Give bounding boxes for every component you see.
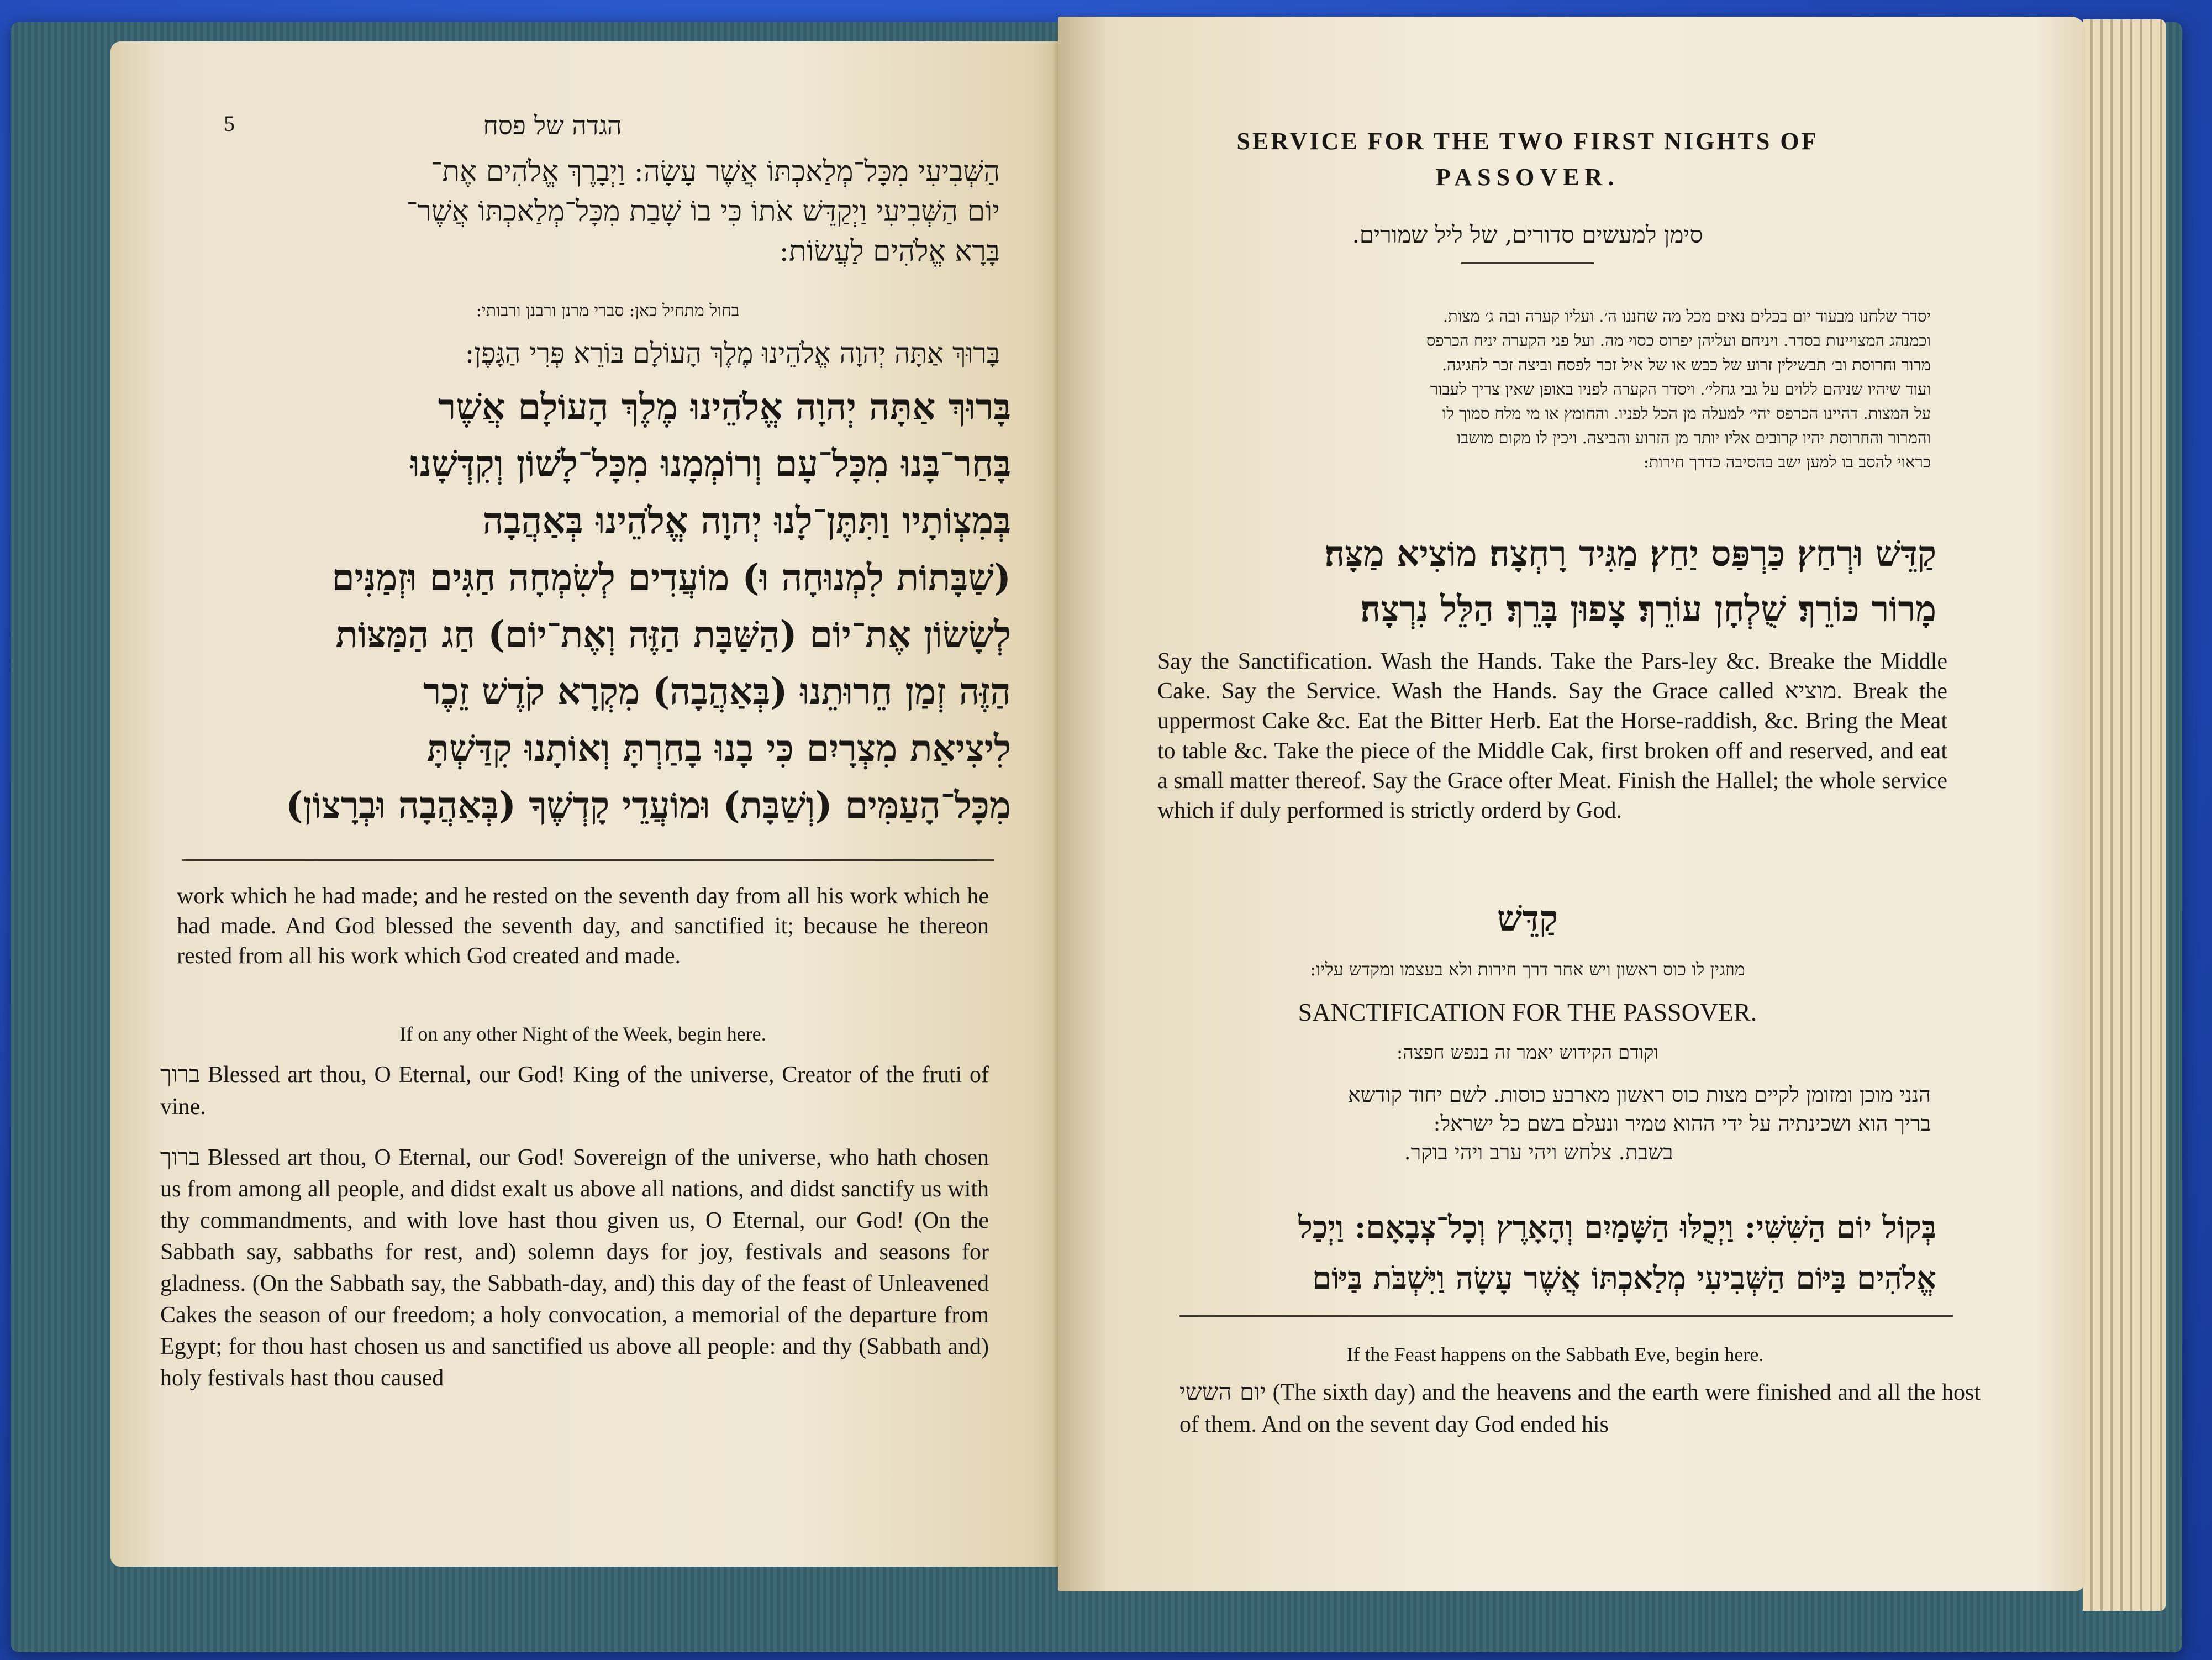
english-paragraph	[1179, 1376, 1981, 1441]
hineni-line: בריך הוא ושכינתיה על ידי ההוא טמיר ונעלם בשם כל ישראל:	[1433, 1111, 1931, 1136]
subtitle-hebrew: סימן למעשים סדורים, של ליל שמורים.	[1352, 221, 1703, 248]
hebrew-word: ברוך	[160, 1060, 201, 1088]
hebrew-intro-line: יוֹם הַשְּׁבִיעִי וַיְקַדֵּשׁ אֹתוֹ כִּי בוֹ שָׁבַת מִכָּל־מְלַאכְתּוֹ אֲשֶׁר־	[406, 195, 1000, 228]
hebrew-intro	[182, 152, 1000, 271]
kiddush-line: מִכָּל־הָעַמִּים (וְשַׁבָּת) וּמוֹעֲדֵי קָדְשֶׁךָ (בְּאַהֲבָה וּבְרָצוֹן)	[286, 784, 1011, 827]
sanctification-heading: SANCTIFICATION FOR THE PASSOVER.	[1298, 998, 1757, 1026]
english-text: Blessed art thou, O Eternal, our God! Sovereign of the universe, who hath chosen us from among all people, and didst exalt us above all nations, and didst sanctify us with thy commandments, and with love hast thou given us, O Eternal, our God! (On the Sabbath say, sabbaths for rest, and) solemn days for joy, festivals and seasons for gladness. (On the Sabbath say, the Sabbath-day, and) this day of the feast of Unleavened Cakes the season of our freedom; a holy convocation, a memorial of the departure from Egypt; for thou hast chosen us and sanctified us above all people: and thy (Sabbath and) holy festivals hast thou caused	[160, 1145, 989, 1391]
kiddush-line: בָּרוּךְ אַתָּה יְהוָה אֱלֹהֵינוּ מֶלֶךְ הָעוֹלָם אֲשֶׁר	[438, 385, 1011, 428]
english-text: (The sixth day) and the heavens and the earth were finished and all the host of them. And on the sevent day God ended his	[1179, 1380, 1981, 1437]
vayechulu-text	[1130, 1202, 1936, 1304]
instruction-line: יסדר שלחנו מבעוד יום בכלים נאים מכל מה שחננו ה׳. ועליו קערה ובה ג׳ מצות.	[1442, 307, 1931, 325]
page-number: 5	[224, 111, 235, 136]
blessing-wine: בָּרוּךְ אַתָּה יְהוָה אֱלֹהֵינוּ מֶלֶךְ הָעוֹלָם בּוֹרֵא פְּרִי הַגָּפֶן:	[465, 337, 1000, 369]
english-steps: Say the Sanctification. Wash the Hands. Take the Pars-ley &c. Breake the Middle Cake. Say the Service. Wash the Hands. Say the Grace called מוציא. Break the uppermost Cake &c. Eat the Bitter Herb. Eat the Horse-raddish, &c. Bring the Meat to table &c. Take the piece of the Middle Cak, first broken off and reserved, and eat a small matter thereof. Say the Grace ofter Meat. Finish the Hallel; the whole service which if duly performed is strictly orderd by God.	[1157, 649, 1947, 823]
divider-line	[1179, 1315, 1953, 1317]
instruction-line: והמרור והחרוסת יהיו קרובים אליו יותר מן הזרוע והביצה. ויכין לו מקום מושבו	[1456, 428, 1931, 447]
right-page	[1058, 17, 2085, 1591]
kiddush-rubric: וקודם הקידוש יאמר זה בנפש חפצה:	[1396, 1042, 1659, 1064]
page-title-line2: PASSOVER.	[1435, 164, 1620, 191]
instruction-line: וכמנהג המצויינות בסדר. ויניחם ועליהן יפרוס כסוי מה. ועל פני הקערה יניח הכרפס	[1426, 331, 1931, 350]
kiddush-line: (שַׁבָּתוֹת לִמְנוּחָה וּ) מוֹעֲדִים לְשִׂמְחָה חַגִּים וּזְמַנִּים	[331, 556, 1011, 599]
english-text: Blessed art thou, O Eternal, our God! King of the universe, Creator of the fruti of vine.	[160, 1062, 989, 1120]
hineni-line: הנני מוכן ומזומן לקיים מצות כוס ראשון מארבע כוסות. לשם יחוד קודשא	[1347, 1083, 1931, 1107]
kiddush-line: הַזֶּה זְמַן חֵרוּתֵנוּ (בְּאַהֲבָה) מִקְרָא קֹדֶשׁ זֵכֶר	[423, 670, 1011, 713]
divider-line	[182, 859, 994, 861]
small-rubric: בחול מתחיל כאן: סברי מרנן ורבנן ורבותי:	[476, 301, 740, 321]
seder-order-line: קַדֵּשׁ וּרְחַץ׃ כַּרְפַּס יַחַץ׃ מַגִּיד רָחְצָה׃ מוֹצִיא מַצָּה׃	[1324, 533, 1936, 575]
seder-order-line: מָרוֹר כּוֹרֵךְ׃ שֻׁלְחָן עוֹרֵךְ׃ צָפוּן בָּרֵךְ׃ הַלֵּל נִרְצָה׃	[1360, 589, 1936, 630]
hebrew-intro-line: הַשְּׁבִיעִי מִכָּל־מְלַאכְתּוֹ אֲשֶׁר עָשָׂה: וַיְבָרֶךְ אֱלֹהִים אֶת־	[431, 155, 1000, 188]
hineni-line: בשבת. צלחש ויהי ערב ויהי בוקר.	[1404, 1140, 1673, 1164]
page-title: SERVICE FOR THE TWO FIRST NIGHTS OF	[1236, 128, 1819, 155]
page-edges	[2083, 19, 2166, 1611]
kaddesh-heading: קַדֵּשׁ	[1497, 898, 1558, 939]
instruction-line: כראוי להסב בו למען ישב בהסיבה כדרך חירות:	[1643, 453, 1931, 471]
rubric-other-night: If on any other Night of the Week, begin here.	[399, 1023, 766, 1045]
instructions-hebrew	[1124, 304, 1931, 474]
rubric-sabbath-eve: If the Feast happens on the Sabbath Eve, begin here.	[1346, 1343, 1764, 1365]
kiddush-line: לִיצִיאַת מִצְרָיִם כִּי בָנוּ בָחַרְתָּ וְאוֹתָנוּ קִדַּשְׁתָּ	[426, 727, 1011, 770]
english-paragraph: work which he had made; and he rested on the seventh day from all his work which he had made. And God blessed the seventh day, and sanctified it; because he thereon rested from all his work which God created and made.	[177, 884, 989, 969]
kiddush-line: בְּמִצְוֹתָיו וַתִּתֶּן־לָנוּ יְהוָה אֱלֹהֵינוּ בְּאַהֲבָה	[482, 499, 1011, 542]
instruction-line: מרור וחרוסת וב׳ תבשילין זרוע של כבש או של איל זכר לפסח וביצה זכר לחגיגה.	[1441, 355, 1931, 374]
english-paragraph	[160, 1141, 989, 1394]
instruction-line: ועוד שיהיו שניהם ללוים על גבי גחלי׳. ויסדר הקערה לפניו באופן שאין צריך לעבור	[1430, 380, 1931, 398]
left-page	[110, 41, 1072, 1567]
instruction-line: על המצות. דהיינו הכרפס יהי׳ למעלה מן הכל לפניו. והחומץ או מי מלח סמוך לו	[1442, 404, 1931, 423]
kiddush-line: בָּחַר־בָּנוּ מִכָּל־עָם וְרוֹמְמָנוּ מִכָּל־לָשׁוֹן וְקִדְּשָׁנוּ	[410, 442, 1011, 485]
vayechulu-line: אֱלֹהִים בַּיּוֹם הַשְּׁבִיעִי מְלַאכְתּוֹ אֲשֶׁר עָשָׂה וַיִּשְׁבֹּת בַּיּוֹם	[1312, 1260, 1936, 1296]
english-paragraph	[160, 1058, 989, 1123]
running-head: הגדה של פסח	[483, 111, 622, 140]
hebrew-word: יום הששי	[1179, 1378, 1267, 1405]
kiddush-text	[182, 379, 1011, 834]
hebrew-word: ברוך	[160, 1143, 201, 1170]
hineni-text	[1146, 1080, 1931, 1167]
kiddush-line: לְשָׂשׂוֹן אֶת־יוֹם (הַשַּׁבָּת הַזֶּה וְאֶת־יוֹם) חַג הַמַּצּוֹת	[335, 613, 1011, 656]
vayechulu-line: בְּקוֹל יוֹם הַשִּׁשִּׁי: וַיְכֻלּוּ הַשָּׁמַיִם וְהָאָרֶץ וְכָל־צְבָאָם: וַיְכַל	[1298, 1209, 1936, 1246]
hebrew-intro-line: בָּרָא אֱלֹהִים לַעֲשׂוֹת:	[779, 235, 1000, 268]
kaddesh-rubric: מוזגין לו כוס ראשון ויש אחר דרך חירות ולא בעצמו ומקדש עליו:	[1310, 959, 1745, 980]
title-rule	[1461, 262, 1594, 264]
